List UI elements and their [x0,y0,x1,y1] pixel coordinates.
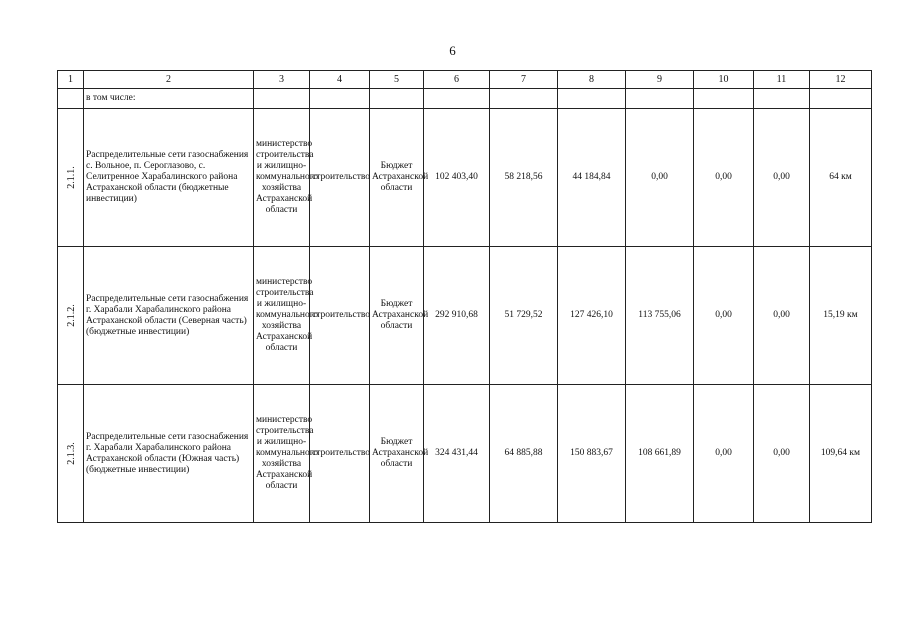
value-col-10: 0,00 [694,109,754,247]
subheader-label: в том числе: [84,89,254,109]
value-col-7: 64 885,88 [490,385,558,523]
header-cell: 3 [254,71,310,89]
header-cell: 9 [626,71,694,89]
value-col-8: 127 426,10 [558,247,626,385]
value-col-9: 108 661,89 [626,385,694,523]
value-col-10: 0,00 [694,385,754,523]
value-col-12: 15,19 км [810,247,872,385]
header-cell: 8 [558,71,626,89]
value-col-11: 0,00 [754,247,810,385]
value-col-6: 102 403,40 [424,109,490,247]
funding-source: Бюджет Астраханской области [370,385,424,523]
header-cell: 5 [370,71,424,89]
value-col-8: 150 883,67 [558,385,626,523]
value-col-7: 58 218,56 [490,109,558,247]
object-name: Распределительные сети газоснабжения г. Харабали Харабалинского района Астраханской области (Северная часть) (бюджетные инвестиции) [84,247,254,385]
row-number: 2.1.2. [58,247,84,385]
responsible-org: министерство строительства и жилищно-коммунального хозяйства Астраханской области [254,385,310,523]
header-cell: 12 [810,71,872,89]
value-col-6: 292 910,68 [424,247,490,385]
header-cell: 4 [310,71,370,89]
object-name: Распределительные сети газоснабжения с. Вольное, п. Сероглазово, с. Селитренное Харабалинского района Астраханской области (бюджетные инвестиции) [84,109,254,247]
value-col-6: 324 431,44 [424,385,490,523]
table-row [58,247,872,385]
table-row [58,109,872,247]
work-type: строительство [310,247,370,385]
responsible-org: министерство строительства и жилищно-коммунального хозяйства Астраханской области [254,247,310,385]
funding-source: Бюджет Астраханской области [370,109,424,247]
value-col-10: 0,00 [694,247,754,385]
value-col-12: 64 км [810,109,872,247]
value-col-9: 0,00 [626,109,694,247]
table-row [58,385,872,523]
subheader-row [58,89,872,109]
page-number: 6 [449,43,456,58]
responsible-org: министерство строительства и жилищно-коммунального хозяйства Астраханской области [254,109,310,247]
work-type: строительство [310,385,370,523]
header-cell: 10 [694,71,754,89]
program-table [57,70,872,523]
value-col-11: 0,00 [754,109,810,247]
object-name: Распределительные сети газоснабжения г. Харабали Харабалинского района Астраханской области (Южная часть) (бюджетные инвестиции) [84,385,254,523]
value-col-12: 109,64 км [810,385,872,523]
value-col-7: 51 729,52 [490,247,558,385]
header-cell: 1 [58,71,84,89]
row-number: 2.1.1. [58,109,84,247]
work-type: строительство [310,109,370,247]
header-row [58,71,872,89]
value-col-11: 0,00 [754,385,810,523]
row-number: 2.1.3. [58,385,84,523]
header-cell: 11 [754,71,810,89]
header-cell: 6 [424,71,490,89]
header-cell: 7 [490,71,558,89]
value-col-9: 113 755,06 [626,247,694,385]
header-cell: 2 [84,71,254,89]
value-col-8: 44 184,84 [558,109,626,247]
funding-source: Бюджет Астраханской области [370,247,424,385]
